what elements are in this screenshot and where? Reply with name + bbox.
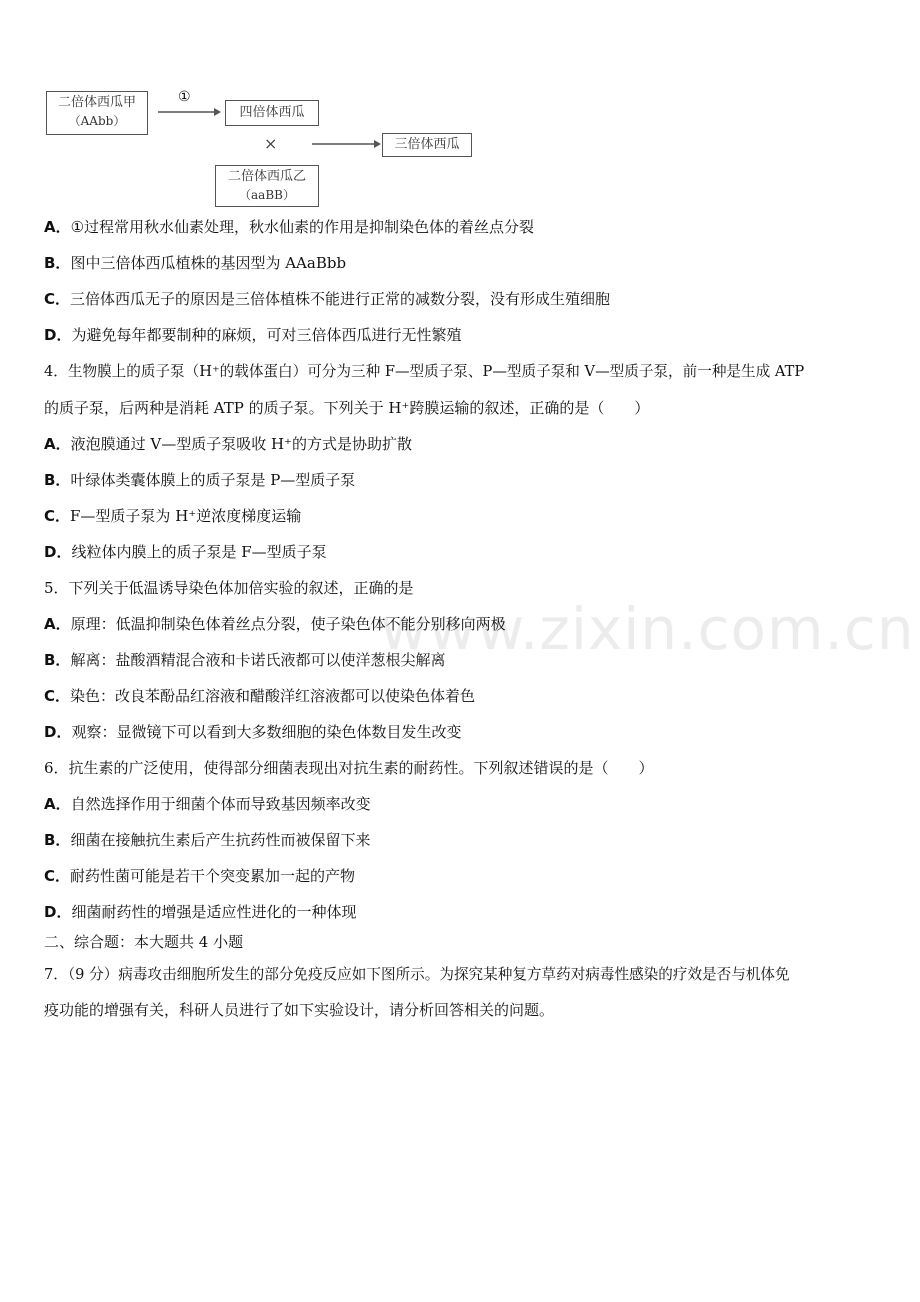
q3-option-a (44, 217, 534, 237)
option-text: ①过程常用秋水仙素处理，秋水仙素的作用是抑制染色体的着丝点分裂 (70, 218, 535, 236)
option-letter: C． (44, 507, 71, 525)
q6-option-b (44, 830, 370, 850)
option-letter: B． (44, 651, 71, 669)
option-letter: C． (44, 687, 71, 705)
breeding-diagram (0, 0, 920, 215)
q6-option-a (44, 794, 371, 814)
arrow-to-triploid (312, 137, 382, 151)
q4-option-b (44, 470, 355, 490)
cross-symbol: × (264, 134, 278, 153)
option-letter: A． (44, 795, 71, 813)
option-text: 观察：显微镜下可以看到大多数细胞的染色体数目发生改变 (71, 723, 462, 741)
option-letter: A． (44, 615, 71, 633)
box-diploid-watermelon-a (46, 91, 148, 135)
box-triploid-watermelon (382, 133, 472, 157)
option-text: 图中三倍体西瓜植株的基因型为 AAaBbb (70, 254, 347, 272)
option-letter: C． (44, 867, 71, 885)
q4-option-a (44, 434, 412, 454)
option-letter: D． (44, 543, 72, 561)
option-text: 解离：盐酸酒精混合液和卡诺氏液都可以使洋葱根尖解离 (70, 651, 446, 669)
box-tetraploid-label: 四倍体西瓜 (239, 105, 305, 120)
option-text: 线粒体内膜上的质子泵是 F—型质子泵 (71, 543, 327, 561)
q4-option-c (44, 506, 301, 526)
option-text: 细菌在接触抗生素后产生抗药性而被保留下来 (70, 831, 371, 849)
option-text: 耐药性菌可能是若干个突变累加一起的产物 (70, 867, 356, 885)
option-letter: D． (44, 326, 72, 344)
option-text: 自然选择作用于细菌个体而导致基因频率改变 (70, 795, 371, 813)
box-b-name: 二倍体西瓜乙 (227, 169, 306, 184)
box-a-name: 二倍体西瓜甲 (57, 95, 136, 110)
box-b-genotype: （aaBB） (239, 188, 295, 202)
q3-option-d (44, 325, 461, 345)
q4-option-d (44, 542, 327, 562)
option-text: 染色：改良苯酚品红溶液和醋酸洋红溶液都可以使染色体着色 (70, 687, 476, 705)
box-a-genotype: （AAbb） (68, 114, 126, 128)
q6-option-d (44, 902, 356, 922)
step-label: ① (178, 89, 191, 105)
box-triploid-label: 三倍体西瓜 (394, 137, 460, 152)
arrow-to-tetraploid (158, 105, 222, 119)
option-letter: B． (44, 831, 71, 849)
q3-option-c (44, 289, 610, 309)
q3-option-b (44, 253, 346, 273)
option-text: 叶绿体类囊体膜上的质子泵是 P—型质子泵 (70, 471, 356, 489)
q4-stem-line1: 4．生物膜上的质子泵（H⁺的载体蛋白）可分为三种 F—型质子泵、P—型质子泵和 V—型质子泵，前一种是生成 ATP (44, 363, 805, 380)
option-text: F—型质子泵为 H⁺逆浓度梯度运输 (70, 507, 302, 525)
option-letter: D． (44, 723, 72, 741)
option-text: 细菌耐药性的增强是适应性进化的一种体现 (71, 903, 357, 921)
option-text: 液泡膜通过 V—型质子泵吸收 H⁺的方式是协助扩散 (70, 435, 412, 453)
option-letter: D． (44, 903, 72, 921)
box-diploid-watermelon-b (215, 165, 319, 207)
option-letter: A． (44, 218, 71, 236)
q6-stem: 6．抗生素的广泛使用，使得部分细菌表现出对抗生素的耐药性。下列叙述错误的是（ ） (44, 759, 654, 777)
q5-option-c (44, 686, 475, 706)
section2-title: 二、综合题：本大题共 4 小题 (44, 933, 244, 951)
option-letter: A． (44, 435, 71, 453)
q7-stem-line2: 疫功能的增强有关，科研人员进行了如下实验设计，请分析回答相关的问题。 (44, 1001, 555, 1019)
q4-stem-line2: 的质子泵，后两种是消耗 ATP 的质子泵。下列关于 H⁺跨膜运输的叙述，正确的是（ ） (44, 399, 650, 417)
option-text: 三倍体西瓜无子的原因是三倍体植株不能进行正常的减数分裂，没有形成生殖细胞 (70, 290, 611, 308)
box-tetraploid-watermelon (225, 100, 319, 126)
option-letter: B． (44, 254, 71, 272)
watermark: www.zixin.com.cn (380, 595, 915, 663)
option-text: 为避免每年都要制种的麻烦，可对三倍体西瓜进行无性繁殖 (71, 326, 462, 344)
q6-option-c (44, 866, 355, 886)
option-letter: B． (44, 471, 71, 489)
q7-stem-line1: 7．（9 分）病毒攻击细胞所发生的部分免疫反应如下图所示。为探究某种复方草药对病毒性感染的疗效是否与机体免 (44, 966, 790, 983)
q5-option-b (44, 650, 445, 670)
q5-option-d (44, 722, 461, 742)
q5-option-a (44, 614, 506, 634)
q5-stem: 5．下列关于低温诱导染色体加倍实验的叙述，正确的是 (44, 579, 414, 597)
option-text: 原理：低温抑制染色体着丝点分裂，使子染色体不能分别移向两极 (70, 615, 506, 633)
option-letter: C． (44, 290, 71, 308)
